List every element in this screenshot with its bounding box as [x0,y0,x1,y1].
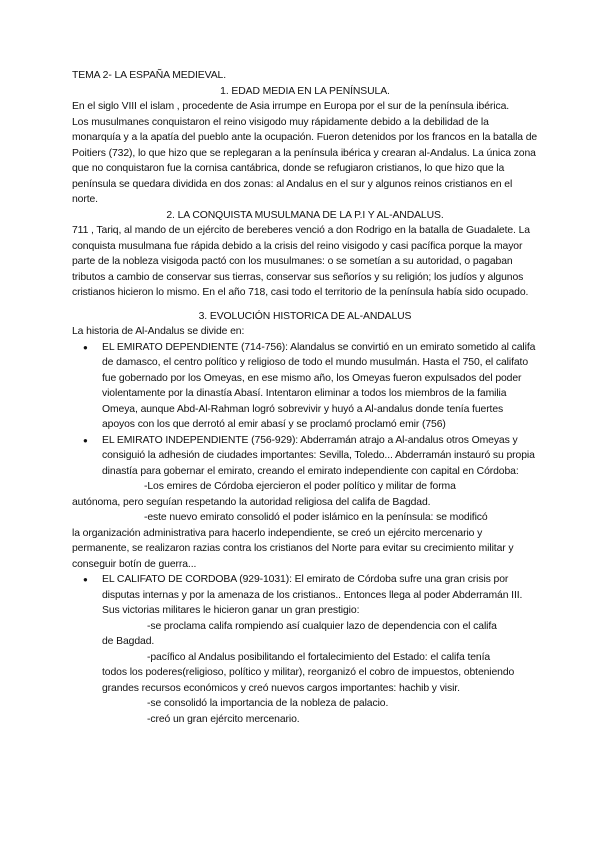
list-item-text: EL EMIRATO INDEPENDIENTE (756-929): Abderramán atrajo a Al-andalus otros Omeyas y consiguió la adhesión de ciudades importantes: Sevilla, Toledo... Abderramán instauró su propia dinastía para gobernar el emirato, creando el emirato independiente con capital en Córdoba: [102,434,535,477]
document-page [72,68,538,727]
section-3-heading: 3. EVOLUCIÓN HISTORICA DE AL-ANDALUS [198,310,412,322]
subpoint-continuation: todos los poderes(religioso, político y militar), reorganizó el cobro de impuestos, obteniendo grandes recursos económicos y creó nuevos cargos importantes: hachib y visir. [102,667,515,694]
subpoint-line: -creó un gran ejército mercenario. [147,713,300,725]
list-item-emirato-independiente [72,433,538,480]
subpoint-continuation: la organización administrativa para hacerlo independiente, se creó un ejército mercenario y permanente, se realizaron razias contra los cristianos del Norte para evitar su crecimiento militar y conseguir botín de guerra... [72,527,514,570]
subpoint-continuation: de Bagdad. [102,636,155,647]
list-item-text: EL EMIRATO DEPENDIENTE (714-756): Alandalus se convirtió en un emirato sometido al califa de damasco, el centro político y religioso de todo el mundo musulmán. Hasta el 750, el califato fue gobernado por los Omeyas, en ese mismo año, los Omeyas fueron expulsados del poder violentamente por la dinastía Abasí. Intentaron eliminar a todos los miembros de la familia Omeya, aunque Abd-Al-Rahman logró sobrevivir y huyó a Al-andalus donde tenía fuertes apoyos con los que derrotó al emir abasí y se proclamó proclamó emir (756) [102,341,536,430]
section-3-intro: La historia de Al-Andalus se divide en: [72,326,245,337]
subpoint-line: -pacífico al Andalus posibilitando el fortalecimiento del Estado: el califa tenía [147,651,491,663]
subpoint-line: -este nuevo emirato consolidó el poder islámico en la península: se modificó [144,512,488,523]
section-1-paragraph-2: Los musulmanes conquistaron el reino visigodo muy rápidamente debido a la debilidad de la monarquía y a la apatía del pueblo ante la ocupación. Fueron detenidos por los francos en la batalla de Poitiers (732), lo que hizo que se replegaran a la península ibérica y crearan al-Andalus. La única zona que no conquistaron fue la cornisa cantábrica, donde se refugiaron cristianos, lo que hizo que la península se quedara dividida en dos zonas: al Andalus en el sur y algunos reinos cristianos en el norte. [72,116,538,205]
subpoint-line: -Los emires de Córdoba ejercieron el poder político y militar de forma [144,481,456,492]
section-2-paragraph-1: 711 , Tariq, al mando de un ejército de bereberes venció a don Rodrigo en la batalla de Guadalete. La conquista musulmana fue rápida debido a la crisis del reino visigodo y casi pacífica porque la mayor parte de la nobleza visigoda pactó con los musulmanes: o se sometían a su autoridad, o pagaban tributos a cambio de conservar sus tierras, conservar sus señoríos y su religión; los judíos y algunos cristianos hicieron lo mismo. En el año 718, casi todo el territorio de la península había sido ocupado. [72,225,530,298]
section-3-list [72,340,538,480]
section-2-heading: 2. LA CONQUISTA MUSULMANA DE LA P.I Y AL-ANDALUS. [166,209,444,221]
section-1-heading: 1. EDAD MEDIA EN LA PENÍNSULA. [220,85,390,97]
section-1-paragraph-1: En el siglo VIII el islam , procedente de Asia irrumpe en Europa por el sur de la península ibérica. [72,101,510,112]
subpoint-continuation: autónoma, pero seguían respetando la autoridad religiosa del califa de Bagdad. [72,496,431,508]
list-item-emirato-dependiente [72,340,538,433]
subpoint-line: -se consolidó la importancia de la nobleza de palacio. [147,698,389,709]
subpoint-line: -se proclama califa rompiendo así cualquier lazo de dependencia con el califa [147,620,497,632]
list-item-califato-cordoba [72,572,538,619]
section-3-list-continued [72,572,538,619]
document-title: TEMA 2- LA ESPAÑA MEDIEVAL. [72,70,226,81]
list-item-text: EL CALIFATO DE CORDOBA (929-1031): El emirato de Córdoba sufre una gran crisis por disputas internas y por la amenaza de los cristianos.. Entonces llega al poder Abderramán III. Sus victorias militares le hicieron ganar un gran prestigio: [102,574,523,616]
